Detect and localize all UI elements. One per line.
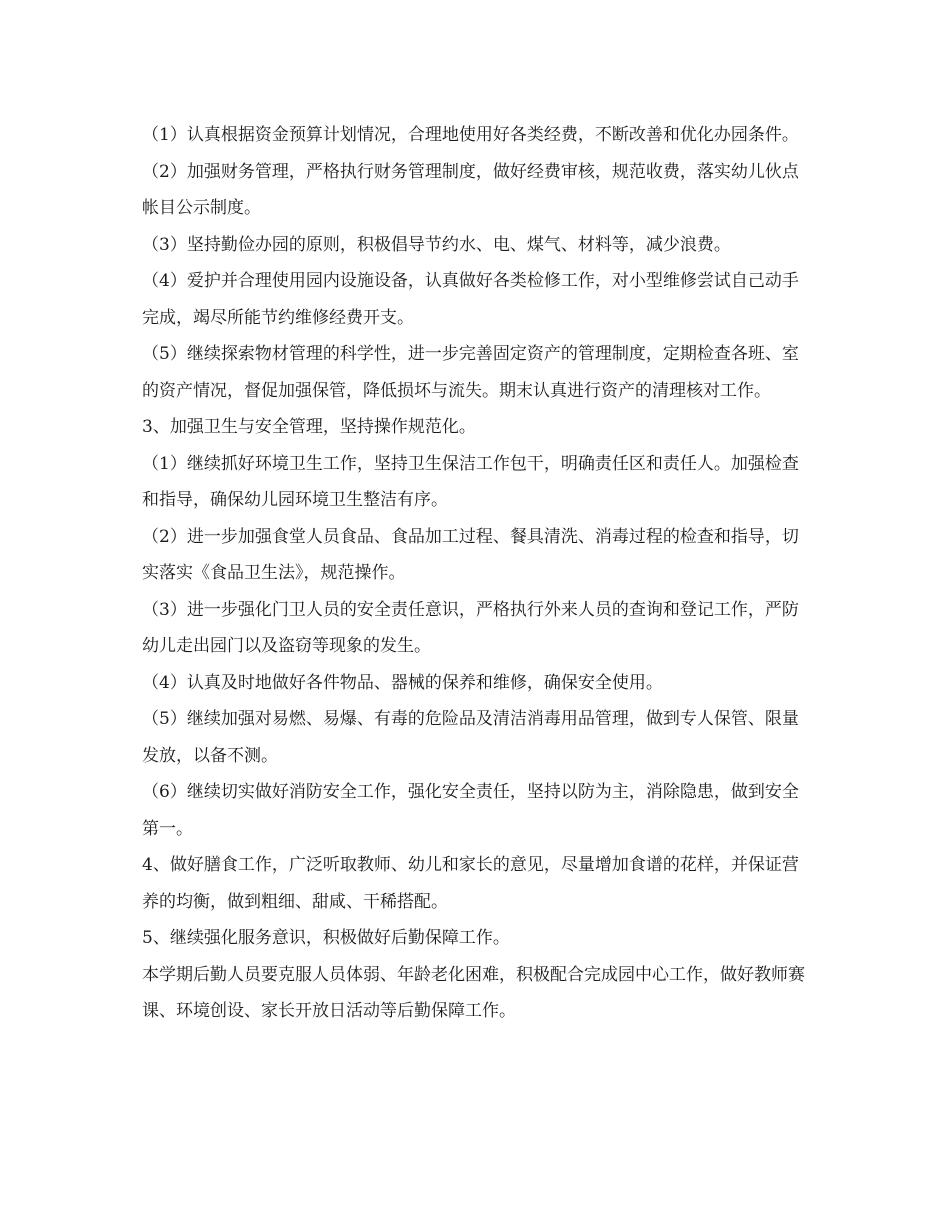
- paragraph-equipment-maintenance: （4）爱护并合理使用园内设施设备，认真做好各类检修工作，对小型维修尝试自己动手完成，竭尽所能节约维修经费开支。: [142, 271, 799, 328]
- document-body: [142, 117, 814, 1030]
- paragraph-semester-logistics: 本学期后勤人员要克服人员体弱、年龄老化困难，积极配合完成园中心工作，做好教师赛课、环境创设、家长开放日活动等后勤保障工作。: [142, 964, 805, 1021]
- paragraph-finance-management: （2）加强财务管理，严格执行财务管理制度，做好经费审核，规范收费，落实幼儿伙点帐目公示制度。: [142, 161, 799, 218]
- paragraph-equipment-care: （4）认真及时地做好各件物品、器械的保养和维修，确保安全使用。: [142, 672, 663, 693]
- section-heading-hygiene-safety: 3、加强卫生与安全管理，坚持操作规范化。: [142, 417, 476, 437]
- paragraph-environment-hygiene: （1）继续抓好环境卫生工作，坚持卫生保洁工作包干，明确责任区和责任人。加强检查和指导，确保幼儿园环境卫生整洁有序。: [142, 453, 799, 510]
- section-heading-service: 5、继续强化服务意识，积极做好后勤保障工作。: [142, 928, 510, 948]
- paragraph-hazardous-materials: （5）继续加强对易燃、易爆、有毒的危险品及清洁消毒用品管理，做到专人保管、限量发放，以备不测。: [142, 709, 799, 766]
- paragraph-asset-management: （5）继续探索物材管理的科学性，进一步完善固定资产的管理制度，定期检查各班、室的资产情况，督促加强保管，降低损坏与流失。期末认真进行资产的清理核对工作。: [142, 344, 799, 401]
- paragraph-canteen-food-safety: （2）进一步加强食堂人员食品、食品加工过程、餐具清洗、消毒过程的检查和指导，切实落实《食品卫生法》，规范操作。: [142, 526, 799, 583]
- paragraph-guard-safety: （3）进一步强化门卫人员的安全责任意识，严格执行外来人员的查询和登记工作，严防幼儿走出园门以及盗窃等现象的发生。: [142, 599, 799, 656]
- paragraph-budget-usage: （1）认真根据资金预算计划情况，合理地使用好各类经费，不断改善和优化办园条件。: [142, 125, 799, 145]
- section-heading-meals: 4、做好膳食工作，广泛听取教师、幼儿和家长的意见，尽量增加食谱的花样，并保证营养的均衡，做到粗细、甜咸、干稀搭配。: [142, 855, 799, 912]
- paragraph-fire-safety: （6）继续切实做好消防安全工作，强化安全责任，坚持以防为主，消除隐患，做到安全第一。: [142, 782, 799, 839]
- paragraph-thrift: （3）坚持勤俭办园的原则，积极倡导节约水、电、煤气、材料等，减少浪费。: [142, 234, 731, 255]
